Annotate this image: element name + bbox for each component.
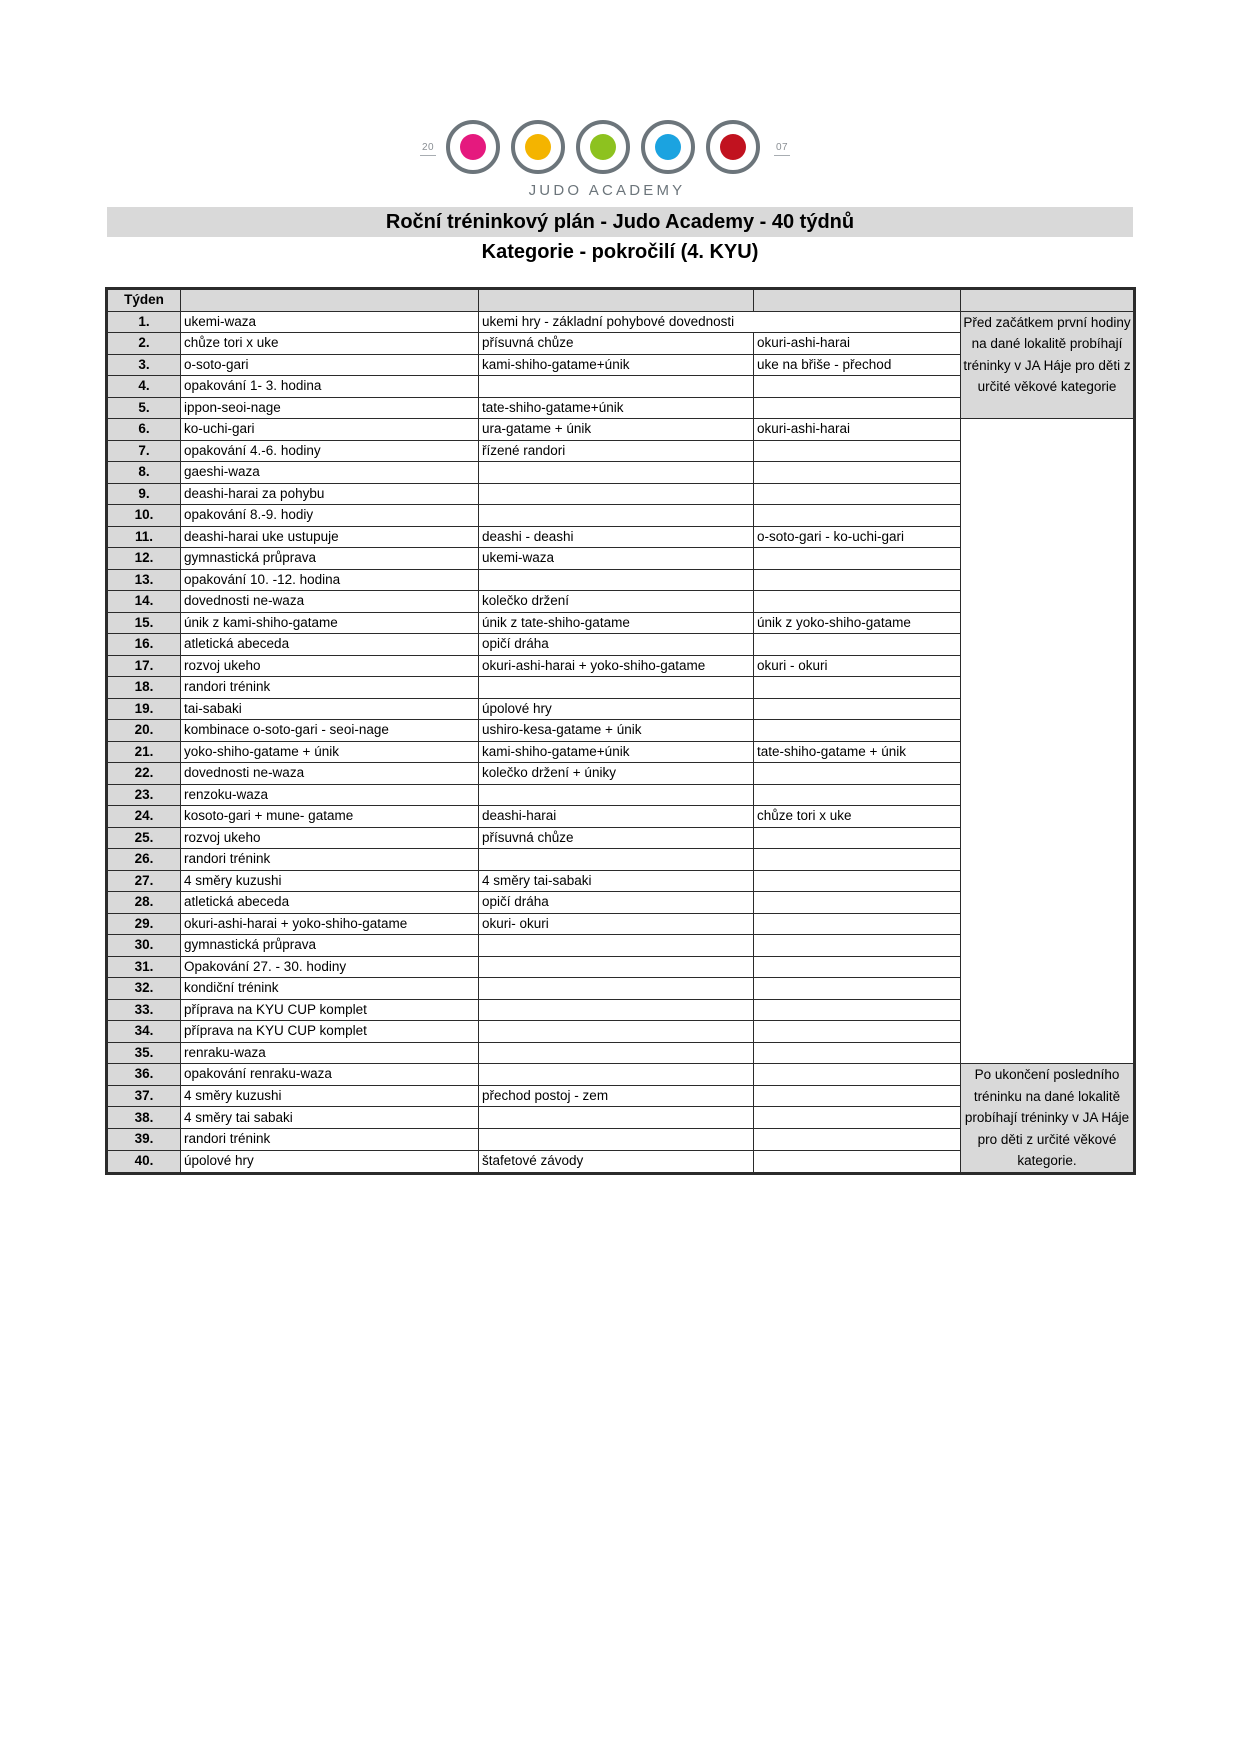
detail-cell — [479, 849, 754, 871]
topic-cell: opakování 10. -12. hodina — [181, 569, 479, 591]
week-number-cell: 9. — [108, 483, 181, 505]
week-number-cell: 40. — [108, 1150, 181, 1172]
detail-cell — [479, 999, 754, 1021]
table-row — [108, 1064, 1134, 1086]
topic-cell: deashi-harai uke ustupuje — [181, 526, 479, 548]
detail-cell: ukemi-waza — [479, 548, 754, 570]
logo-ring-red — [706, 120, 760, 174]
week-number-cell: 37. — [108, 1085, 181, 1107]
logo-line-left — [420, 155, 436, 156]
topic-cell: yoko-shiho-gatame + únik — [181, 741, 479, 763]
week-number-cell: 29. — [108, 913, 181, 935]
detail-cell — [479, 1107, 754, 1129]
extra-cell: únik z yoko-shiho-gatame — [754, 612, 961, 634]
topic-cell: gymnastická průprava — [181, 548, 479, 570]
training-plan-table — [107, 289, 1134, 1173]
topic-cell: příprava na KYU CUP komplet — [181, 1021, 479, 1043]
week-number-cell: 8. — [108, 462, 181, 484]
week-number-cell: 30. — [108, 935, 181, 957]
detail-cell: únik z tate-shiho-gatame — [479, 612, 754, 634]
extra-cell — [754, 569, 961, 591]
extra-cell — [754, 763, 961, 785]
extra-cell — [754, 870, 961, 892]
extra-cell — [754, 1021, 961, 1043]
topic-cell: rozvoj ukeho — [181, 827, 479, 849]
topic-cell: úpolové hry — [181, 1150, 479, 1172]
week-number-cell: 33. — [108, 999, 181, 1021]
topic-cell: dovednosti ne-waza — [181, 591, 479, 613]
detail-cell: přechod postoj - zem — [479, 1085, 754, 1107]
extra-cell — [754, 505, 961, 527]
extra-cell — [754, 440, 961, 462]
note-before-start: Před začátkem první hodiny na dané lokalitě probíhají tréninky v JA Háje pro děti z určité věkové kategorie — [961, 311, 1134, 419]
topic-cell: opakování 4.-6. hodiny — [181, 440, 479, 462]
week-number-cell: 25. — [108, 827, 181, 849]
week-number-cell: 23. — [108, 784, 181, 806]
extra-cell — [754, 677, 961, 699]
extra-cell — [754, 827, 961, 849]
extra-cell — [754, 397, 961, 419]
detail-cell — [479, 784, 754, 806]
note-blank-cell — [961, 419, 1134, 1064]
topic-cell: okuri-ashi-harai + yoko-shiho-gatame — [181, 913, 479, 935]
week-number-cell: 15. — [108, 612, 181, 634]
week-number-cell: 5. — [108, 397, 181, 419]
week-number-cell: 10. — [108, 505, 181, 527]
table-body — [108, 311, 1134, 1172]
week-number-cell: 4. — [108, 376, 181, 398]
detail-cell: přísuvná chůze — [479, 333, 754, 355]
week-number-cell: 38. — [108, 1107, 181, 1129]
logo-ring-blue — [641, 120, 695, 174]
topic-cell: ko-uchi-gari — [181, 419, 479, 441]
logo-ring-green — [576, 120, 630, 174]
logo-ring-yellow — [511, 120, 565, 174]
topic-cell: chůze tori x uke — [181, 333, 479, 355]
week-number-cell: 22. — [108, 763, 181, 785]
detail-cell — [479, 1064, 754, 1086]
extra-cell — [754, 634, 961, 656]
extra-cell — [754, 849, 961, 871]
topic-cell: renraku-waza — [181, 1042, 479, 1064]
week-number-cell: 7. — [108, 440, 181, 462]
detail-cell — [479, 1042, 754, 1064]
extra-cell — [754, 784, 961, 806]
extra-cell: chůze tori x uke — [754, 806, 961, 828]
detail-cell: 4 směry tai-sabaki — [479, 870, 754, 892]
detail-cell: ukemi hry - základní pohybové dovednosti — [479, 311, 961, 333]
table-row — [108, 311, 1134, 333]
week-number-cell: 17. — [108, 655, 181, 677]
header-col-3 — [754, 290, 961, 312]
topic-cell: gaeshi-waza — [181, 462, 479, 484]
topic-cell: opakování renraku-waza — [181, 1064, 479, 1086]
topic-cell: gymnastická průprava — [181, 935, 479, 957]
detail-cell: ushiro-kesa-gatame + únik — [479, 720, 754, 742]
extra-cell — [754, 698, 961, 720]
topic-cell: kondiční trénink — [181, 978, 479, 1000]
topic-cell: atletická abeceda — [181, 634, 479, 656]
week-number-cell: 27. — [108, 870, 181, 892]
week-number-cell: 31. — [108, 956, 181, 978]
header-col-2 — [479, 290, 754, 312]
extra-cell — [754, 1064, 961, 1086]
detail-cell: ura-gatame + únik — [479, 419, 754, 441]
topic-cell: tai-sabaki — [181, 698, 479, 720]
topic-cell: randori trénink — [181, 677, 479, 699]
extra-cell — [754, 720, 961, 742]
extra-cell — [754, 1150, 961, 1172]
topic-cell: ippon-seoi-nage — [181, 397, 479, 419]
extra-cell: okuri - okuri — [754, 655, 961, 677]
logo-ring-magenta — [446, 120, 500, 174]
topic-cell: randori trénink — [181, 849, 479, 871]
extra-cell — [754, 462, 961, 484]
detail-cell — [479, 569, 754, 591]
detail-cell: opičí dráha — [479, 892, 754, 914]
week-number-cell: 26. — [108, 849, 181, 871]
table-row — [108, 419, 1134, 441]
logo-year-left: 20 — [422, 142, 435, 153]
extra-cell: o-soto-gari - ko-uchi-gari — [754, 526, 961, 548]
topic-cell: renzoku-waza — [181, 784, 479, 806]
topic-cell: rozvoj ukeho — [181, 655, 479, 677]
week-number-cell: 28. — [108, 892, 181, 914]
detail-cell — [479, 677, 754, 699]
header-week: Týden — [108, 290, 181, 312]
week-number-cell: 20. — [108, 720, 181, 742]
week-number-cell: 18. — [108, 677, 181, 699]
page-subtitle: Kategorie - pokročilí (4. KYU) — [481, 241, 759, 263]
extra-cell: okuri-ashi-harai — [754, 333, 961, 355]
header-col-4 — [961, 290, 1134, 312]
detail-cell — [479, 505, 754, 527]
week-number-cell: 32. — [108, 978, 181, 1000]
header-col-1 — [181, 290, 479, 312]
week-number-cell: 39. — [108, 1129, 181, 1151]
extra-cell — [754, 935, 961, 957]
detail-cell — [479, 935, 754, 957]
detail-cell: opičí dráha — [479, 634, 754, 656]
week-number-cell: 3. — [108, 354, 181, 376]
topic-cell: opakování 8.-9. hodiy — [181, 505, 479, 527]
logo-dot-yellow — [525, 134, 551, 160]
week-number-cell: 12. — [108, 548, 181, 570]
topic-cell: atletická abeceda — [181, 892, 479, 914]
extra-cell: tate-shiho-gatame + únik — [754, 741, 961, 763]
week-number-cell: 21. — [108, 741, 181, 763]
week-number-cell: 1. — [108, 311, 181, 333]
logo-year-right: 07 — [776, 142, 789, 153]
topic-cell: randori trénink — [181, 1129, 479, 1151]
extra-cell — [754, 999, 961, 1021]
logo-dot-blue — [655, 134, 681, 160]
detail-cell: okuri- okuri — [479, 913, 754, 935]
week-number-cell: 34. — [108, 1021, 181, 1043]
detail-cell: kami-shiho-gatame+únik — [479, 354, 754, 376]
extra-cell — [754, 548, 961, 570]
detail-cell: deashi - deashi — [479, 526, 754, 548]
week-number-cell: 19. — [108, 698, 181, 720]
extra-cell — [754, 892, 961, 914]
detail-cell — [479, 978, 754, 1000]
logo-line-right — [774, 155, 790, 156]
extra-cell: okuri-ashi-harai — [754, 419, 961, 441]
detail-cell: kolečko držení — [479, 591, 754, 613]
extra-cell: uke na břiše - přechod — [754, 354, 961, 376]
table-header-row — [108, 290, 1134, 312]
extra-cell — [754, 1107, 961, 1129]
page-title: Roční tréninkový plán - Judo Academy - 40 týdnů — [385, 211, 855, 233]
detail-cell: řízené randori — [479, 440, 754, 462]
logo-dot-red — [720, 134, 746, 160]
detail-cell: deashi-harai — [479, 806, 754, 828]
logo-brand-text: JUDO ACADEMY — [528, 182, 686, 199]
topic-cell: Opakování 27. - 30. hodiny — [181, 956, 479, 978]
topic-cell: kombinace o-soto-gari - seoi-nage — [181, 720, 479, 742]
judo-academy-logo — [418, 118, 796, 204]
topic-cell: 4 směry tai sabaki — [181, 1107, 479, 1129]
logo-dot-green — [590, 134, 616, 160]
detail-cell — [479, 376, 754, 398]
topic-cell: dovednosti ne-waza — [181, 763, 479, 785]
title-band — [107, 207, 1133, 237]
detail-cell — [479, 483, 754, 505]
logo-dot-magenta — [460, 134, 486, 160]
topic-cell: opakování 1- 3. hodina — [181, 376, 479, 398]
detail-cell: úpolové hry — [479, 698, 754, 720]
detail-cell: tate-shiho-gatame+únik — [479, 397, 754, 419]
extra-cell — [754, 483, 961, 505]
extra-cell — [754, 956, 961, 978]
detail-cell: okuri-ashi-harai + yoko-shiho-gatame — [479, 655, 754, 677]
topic-cell: kosoto-gari + mune- gatame — [181, 806, 479, 828]
topic-cell: únik z kami-shiho-gatame — [181, 612, 479, 634]
week-number-cell: 16. — [108, 634, 181, 656]
extra-cell — [754, 913, 961, 935]
week-number-cell: 35. — [108, 1042, 181, 1064]
detail-cell: přísuvná chůze — [479, 827, 754, 849]
extra-cell — [754, 1042, 961, 1064]
extra-cell — [754, 376, 961, 398]
detail-cell: kolečko držení + úniky — [479, 763, 754, 785]
week-number-cell: 6. — [108, 419, 181, 441]
topic-cell: 4 směry kuzushi — [181, 1085, 479, 1107]
week-number-cell: 36. — [108, 1064, 181, 1086]
note-after-end: Po ukončení posledního tréninku na dané lokalitě probíhají tréninky v JA Háje pro děti z určité věkové kategorie. — [961, 1064, 1134, 1173]
week-number-cell: 2. — [108, 333, 181, 355]
detail-cell — [479, 1021, 754, 1043]
topic-cell: 4 směry kuzushi — [181, 870, 479, 892]
detail-cell — [479, 1129, 754, 1151]
week-number-cell: 24. — [108, 806, 181, 828]
week-number-cell: 14. — [108, 591, 181, 613]
detail-cell: štafetové závody — [479, 1150, 754, 1172]
topic-cell: o-soto-gari — [181, 354, 479, 376]
week-number-cell: 13. — [108, 569, 181, 591]
detail-cell — [479, 956, 754, 978]
extra-cell — [754, 1085, 961, 1107]
topic-cell: deashi-harai za pohybu — [181, 483, 479, 505]
detail-cell: kami-shiho-gatame+únik — [479, 741, 754, 763]
topic-cell: příprava na KYU CUP komplet — [181, 999, 479, 1021]
detail-cell — [479, 462, 754, 484]
extra-cell — [754, 1129, 961, 1151]
extra-cell — [754, 978, 961, 1000]
week-number-cell: 11. — [108, 526, 181, 548]
topic-cell: ukemi-waza — [181, 311, 479, 333]
extra-cell — [754, 591, 961, 613]
